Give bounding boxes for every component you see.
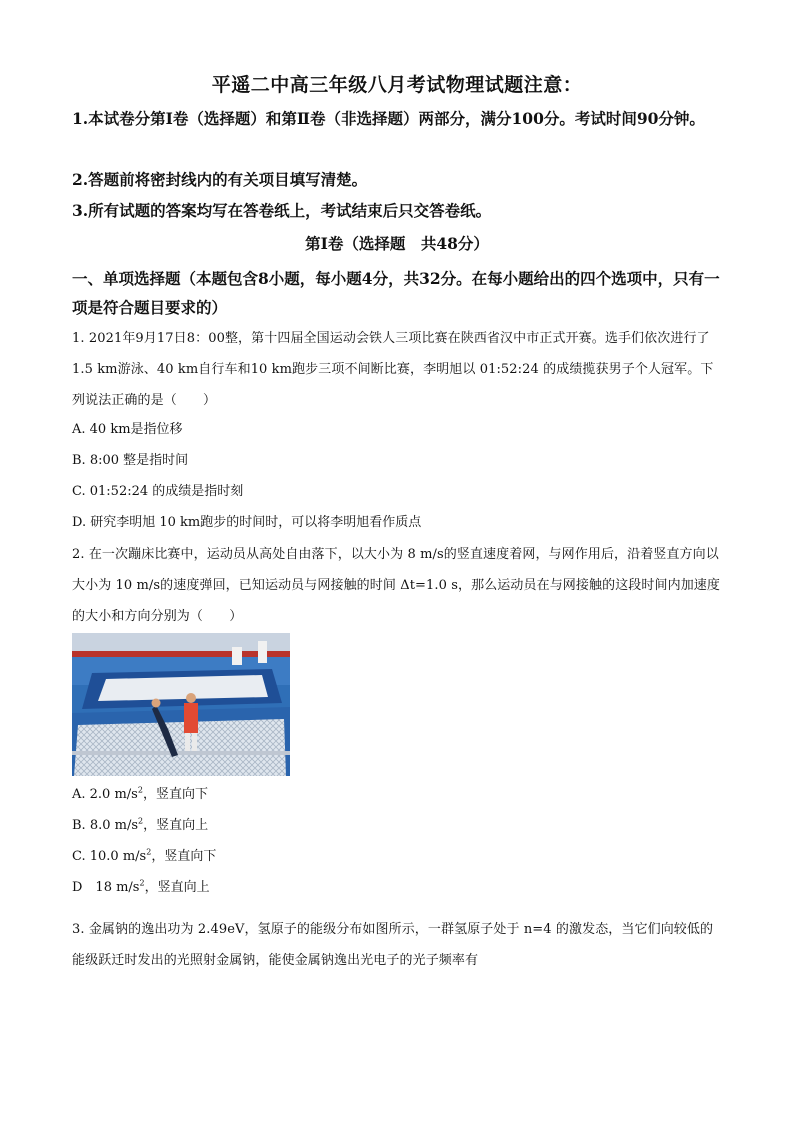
- note-1: 1.本试卷分第Ⅰ卷（选择题）和第Ⅱ卷（非选择题）两部分，满分100分。考试时间90分钟。: [72, 109, 705, 128]
- question-1-option-a: A. 40 km是指位移: [72, 422, 183, 437]
- section-title: 第Ⅰ卷（选择题 共48分）: [305, 234, 489, 253]
- note-3: 3.所有试题的答案均写在答卷纸上，考试结束后只交答卷纸。: [72, 201, 492, 220]
- question-2-option-d: D 18 $m/s^2$，竖直向上: [72, 878, 210, 895]
- part-one-heading: 一、单项选择题（本题包含8小题，每小题4分，共32分。在每小题给出的四个选项中，只有一项是符合题目要求的）: [72, 269, 720, 317]
- question-1-stem: 1. 2021年9月17日8：00整，第十四届全国运动会铁人三项比赛在陕西省汉中市正式开赛。选手们依次进行了 1.5 km游泳、40 km自行车和10 km跑步三项不间断比赛，李明旭以 01:52:24 的成绩揽获男子个人冠军。下列说法正确的是（ ）: [72, 331, 714, 408]
- question-1-option-c: C. 01:52:24 的成绩是指时刻: [72, 484, 244, 499]
- page-title: 平遥二中高三年级八月考试物理试题注意：: [211, 74, 583, 96]
- question-1-option-d: D. 研究李明旭 10 km跑步的时间时，可以将李明旭看作质点: [72, 515, 422, 530]
- question-2-option-a: A. 2.0 $m/s^2$，竖直向下: [72, 785, 208, 802]
- question-2-stem: 2. 在一次蹦床比赛中，运动员从高处自由落下，以大小为 8 m/s的竖直速度着网，与网作用后，沿着竖直方向以大小为 10 m/s的速度弹回，已知运动员与网接触的时间 Δt=1.0 s，那么运动员在与网接触的这段时间内加速度的大小和方向分别为（ ）: [72, 547, 721, 624]
- question-2-option-b: B. 8.0 $m/s^2$，竖直向上: [72, 816, 209, 833]
- question-1-option-b: B. 8:00 整是指时间: [72, 453, 189, 468]
- question-3-stem: 3. 金属钠的逸出功为 2.49eV，氢原子的能级分布如图所示，一群氢原子处于 n=4 的激发态，当它们向较低的能级跃迁时发出的光照射金属钠，能使金属钠逸出光电子的光子频率有: [72, 922, 714, 968]
- trampoline-photo: [72, 633, 290, 776]
- question-2-option-c: C. 10.0 $m/s^2$，竖直向下: [72, 847, 217, 864]
- note-2: 2.答题前将密封线内的有关项目填写清楚。: [72, 170, 368, 189]
